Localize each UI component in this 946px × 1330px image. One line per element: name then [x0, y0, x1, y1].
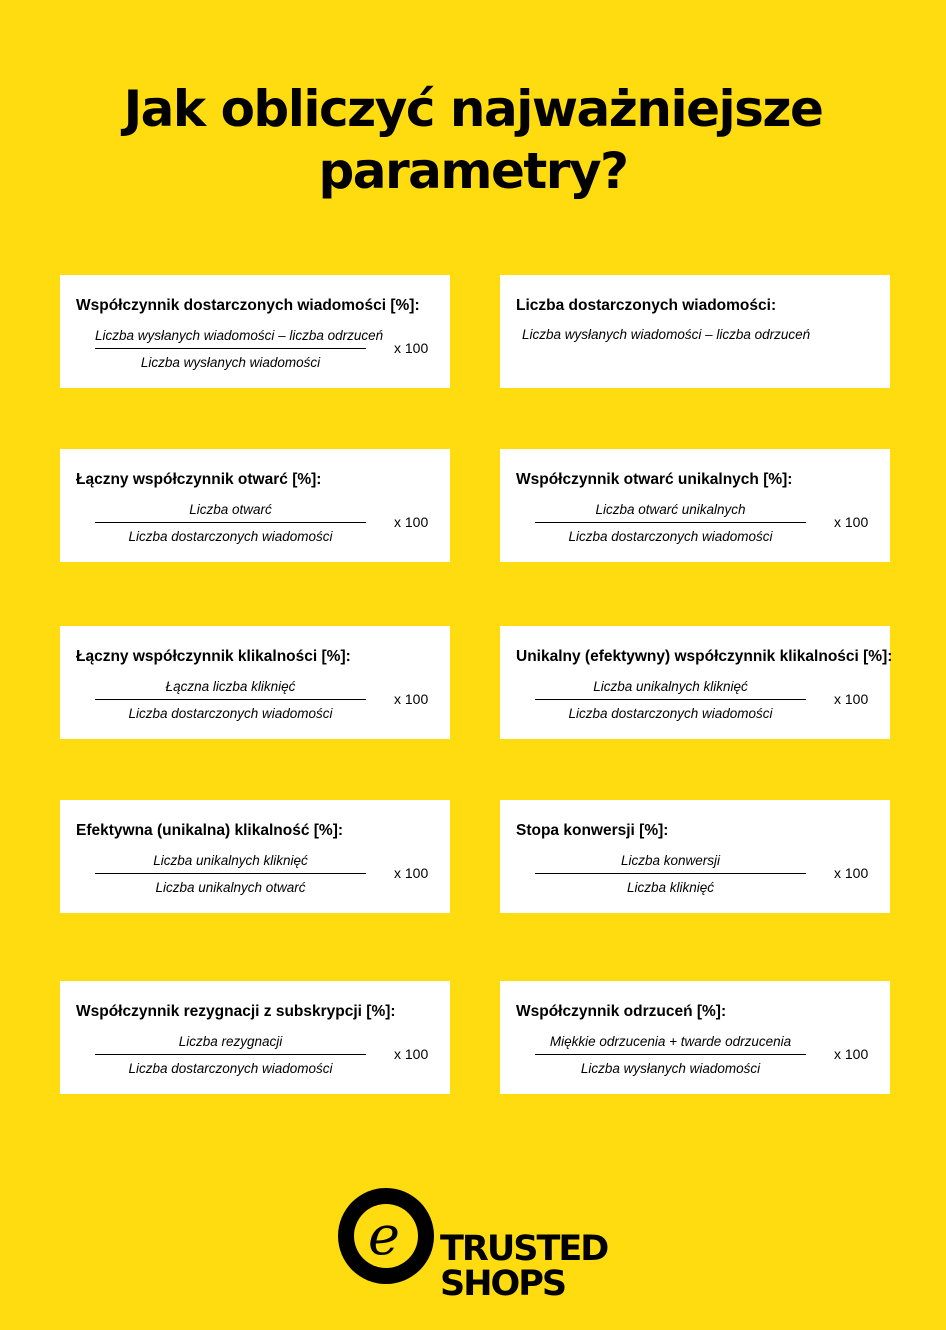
trusted-shops-e-icon [338, 1188, 434, 1284]
fraction-bar [535, 699, 806, 700]
logo-line-2: SHOPS [440, 1264, 566, 1304]
formula [535, 1033, 806, 1078]
formula [95, 501, 366, 546]
card-conversion-rate [500, 800, 890, 913]
formula-multiplier: x 100 [834, 865, 869, 881]
formula-numerator: Łączna liczba kliknięć [165, 679, 296, 694]
card-total-open-rate [60, 449, 450, 562]
fraction-bar [95, 873, 366, 874]
card-title: Współczynnik odrzuceń [%]: [516, 1003, 727, 1020]
fraction-bar [95, 348, 366, 349]
formula-numerator: Liczba konwersji [620, 853, 721, 868]
logo-mark-letter: e [368, 1204, 400, 1267]
formula [95, 327, 384, 372]
card-unique-open-rate [500, 449, 890, 562]
formula-numerator: Liczba otwarć [189, 502, 272, 517]
formula-denominator: Liczba dostarczonych wiadomości [128, 529, 333, 544]
card-effective-ctor [60, 800, 450, 913]
formula-multiplier: x 100 [394, 865, 429, 881]
formula-multiplier: x 100 [394, 691, 429, 707]
formula-expression: Liczba wysłanych wiadomości – liczba odrzuceń [522, 327, 811, 342]
card-delivery-rate [60, 275, 450, 388]
fraction-bar [95, 1054, 366, 1055]
formula [535, 852, 806, 897]
title-line-2: parametry? [318, 142, 628, 200]
formula [95, 1033, 366, 1078]
trusted-shops-logo [338, 1188, 610, 1302]
formula-numerator: Liczba rezygnacji [178, 1034, 283, 1049]
fraction-bar [535, 522, 806, 523]
formula-denominator: Liczba wysłanych wiadomości [580, 1061, 761, 1076]
page-title [0, 78, 946, 202]
card-title: Efektywna (unikalna) klikalność [%]: [76, 822, 344, 839]
logo-wordmark [440, 1229, 608, 1304]
formula-multiplier: x 100 [394, 514, 429, 530]
formula-numerator: Liczba unikalnych kliknięć [593, 679, 748, 694]
formula-multiplier: x 100 [834, 1046, 869, 1062]
fraction-bar [535, 873, 806, 874]
formula-multiplier: x 100 [834, 514, 869, 530]
card-unique-ctr [500, 626, 893, 739]
formula-denominator: Liczba dostarczonych wiadomości [568, 706, 773, 721]
card-title: Łączny współczynnik otwarć [%]: [76, 471, 322, 488]
card-title: Łączny współczynnik klikalności [%]: [76, 648, 351, 665]
formula-multiplier: x 100 [834, 691, 869, 707]
card-title: Liczba dostarczonych wiadomości: [516, 297, 777, 314]
formula [535, 678, 806, 723]
formula-numerator: Liczba otwarć unikalnych [595, 502, 746, 517]
formula-multiplier: x 100 [394, 340, 429, 356]
formula-numerator: Liczba unikalnych kliknięć [153, 853, 308, 868]
card-title: Współczynnik otwarć unikalnych [%]: [516, 471, 793, 488]
formula-denominator: Liczba kliknięć [626, 880, 715, 895]
title-line-1: Jak obliczyć najważniejsze [123, 80, 823, 138]
card-title: Współczynnik rezygnacji z subskrypcji [%]: [76, 1003, 396, 1020]
logo-line-1: TRUSTED [440, 1229, 608, 1269]
card-title: Współczynnik dostarczonych wiadomości [%]: [76, 297, 420, 314]
formula-numerator: Miękkie odrzucenia + twarde odrzucenia [549, 1034, 792, 1049]
formula-denominator: Liczba dostarczonych wiadomości [568, 529, 773, 544]
card-total-ctr [60, 626, 450, 739]
formula-numerator: Liczba wysłanych wiadomości – liczba odrzuceń [95, 328, 384, 343]
formula-denominator: Liczba wysłanych wiadomości [140, 355, 321, 370]
formula [535, 501, 806, 546]
formula-denominator: Liczba unikalnych otwarć [155, 880, 306, 895]
card-title: Stopa konwersji [%]: [516, 822, 669, 839]
formula-denominator: Liczba dostarczonych wiadomości [128, 706, 333, 721]
formula-multiplier: x 100 [394, 1046, 429, 1062]
card-bounce-rate [500, 981, 890, 1094]
formula-denominator: Liczba dostarczonych wiadomości [128, 1061, 333, 1076]
fraction-bar [95, 522, 366, 523]
card-title: Unikalny (efektywny) współczynnik klikalności [%]: [516, 648, 893, 665]
fraction-bar [95, 699, 366, 700]
formula [95, 852, 366, 897]
fraction-bar [535, 1054, 806, 1055]
card-unsubscribe-rate [60, 981, 450, 1094]
formula [95, 678, 366, 723]
card-delivered-count [500, 275, 890, 388]
